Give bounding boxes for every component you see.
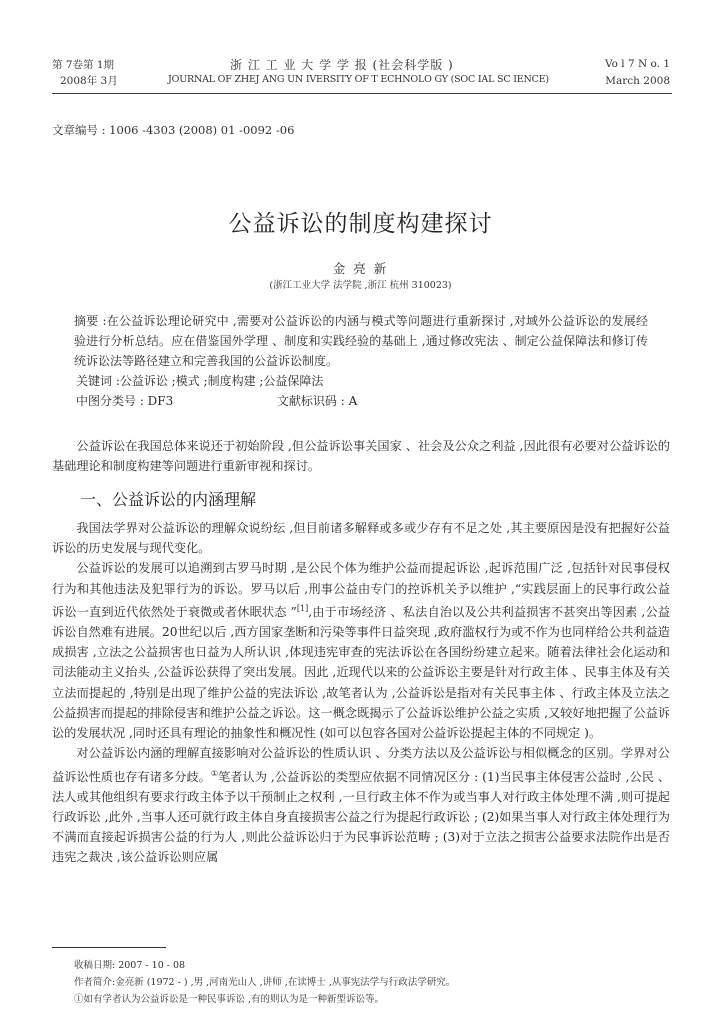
volume-issue: 第 7卷第 1期: [52, 59, 115, 71]
paragraph-text: 笔者认为 ,公益诉讼的类型应依据不同情况区分 : (1)当民事主体侵害公益时 ,公民 、法人或其他组织有要求行政主体予以干预制止之权利 ,一旦行政主体不作为或当事人对行政主体处理不满 ,则可提起行政诉讼 ,此外 ,当事人还可就行政主体自身直接损害公益之行为提起行政诉讼 ; (2)如果当事人对行政主体处理行为不满而直接起诉损害公益的行为人 ,则此公益诉讼归于为民事诉讼范畴 ; (3)对于立法之损害公益要求法院作出是否违宪之裁决 ,该公益诉讼则应属: [52, 769, 671, 865]
issue-date-cn: 2008年 3月: [60, 75, 118, 87]
header-rule: [52, 93, 672, 94]
paragraph-text: ,由于市场经济 、私法自治以及公共利益损害不甚突出等因素 ,公益诉讼自然难有进展。20世纪以后 ,西方国家垄断和污染等事件日益突现 ,政府滥权行为或不作为也同样给公共利益造成损害 ,立法之公益损害也日益为人所认识 ,体现违宪审查的宪法诉讼在各国纷纷建立起来。随着法律社会化运动和司法能动主义抬头 ,公益诉讼获得了突出发展。因此 ,近现代以来的公益诉讼主要是针对行政主体 、民事主体及有关立法而提起的 ,特别是出现了维护公益的宪法诉讼 ,故笔者认为 ,公益诉讼是指对有关民事主体 、行政主体及立法之公益损害而提起的排除侵害和维护公益之诉讼。这一概念既揭示了公益诉讼维护公益之实质 ,又较好地把握了公益诉讼的发展状况 ,同时还具有理论的抽象性和概况性 (如可以包容各国对公益诉讼提起主体的不同规定 )。: [52, 604, 671, 741]
page-title: 公益诉讼的制度构建探讨: [228, 211, 493, 237]
issue-date-en: March 2008: [605, 75, 670, 87]
citation-ref: [1]: [296, 603, 309, 613]
classification-line: [76, 391, 648, 411]
journal-title-cn: 浙 江 工 业 大 学 学 报 (社会科学版 ): [230, 58, 454, 72]
author-bio: 作者简介:金亮新 (1972 - ) ,男 ,河南光山人 ,讲师 ,在读博士 ,从事宪法学与行政法学研究。: [74, 977, 456, 988]
received-date: 收稿日期: 2007 - 10 - 08: [74, 960, 186, 971]
paragraph-text: 对公益诉讼内涵的理解直接影响对公益诉讼的性质认识 、分类方法以及公益诉讼与相似概念的区别。学界对公益诉讼性质也存有诸多分歧。: [52, 746, 670, 784]
journal-title-en: JOURNAL OF ZHEJ ANG UN IVERSITY OF T ECHNOLO GY (SOC IAL SC IENCE): [168, 74, 549, 85]
section-heading: 一、公益诉讼的内涵理解: [80, 490, 257, 509]
footnotes: [74, 957, 455, 1008]
intro-section: [52, 436, 670, 476]
article-number: 文章编号 : 1006 -4303 (2008) 01 -0092 -06: [52, 123, 295, 137]
abstract-text: 摘要 :在公益诉讼理论研究中 ,需要对公益诉讼的内涵与模式等问题进行重新探讨 ,对域外公益诉讼的发展经验进行分析总结。应在借鉴国外学理 、制度和实践经验的基础上 ,通过修改宪法 、制定公益保障法和修订传统诉讼法等路径建立和完善我国的公益诉讼制度。: [74, 314, 648, 368]
classification-number: 中图分类号 : DF3: [76, 394, 174, 408]
paragraph-text: 公益诉讼的发展可以追溯到古罗马时期 ,是公民个体为维护公益而提起诉讼 ,起诉范围广泛 ,包括针对民事侵权行为和其他违法及犯罪行为的诉讼。罗马以后 ,刑事公益由专门的控诉机关予以维护 ,“实践层面上的民事行政公益诉讼一直到近代依然处于衰微或者休眠状态 ”: [52, 561, 670, 619]
abstract: [74, 311, 648, 411]
footnote-1: ①如有学者认为公益诉讼是一种民事诉讼 ,有的则认为是一种新型诉讼等。: [74, 994, 385, 1005]
footnote-ref: ①: [210, 768, 219, 778]
document-code: 文献标识码 : A: [276, 394, 358, 408]
author-affiliation: (浙江工业大学 法学院 ,浙江 杭州 310023): [269, 280, 452, 291]
author-name: 金 亮 新: [332, 261, 389, 276]
intro-paragraph: 公益诉讼在我国总体来说还于初始阶段 ,但公益诉讼事关国家 、社会及公众之利益 ,因此很有必要对公益诉讼的基础理论和制度构建等问题进行重新审视和探讨。: [52, 439, 670, 474]
keywords: 关键词 :公益诉讼 ;模式 ;制度构建 ;公益保障法: [76, 374, 324, 388]
body-section: [52, 518, 670, 868]
body-paragraph: 我国法学界对公益诉讼的理解众说纷纭 ,但目前诸多解释或多或少存有不足之处 ,其主要原因是没有把握好公益诉讼的历史发展与现代变化。: [52, 521, 670, 556]
body-paragraph: [52, 558, 670, 743]
body-paragraph: [52, 743, 670, 867]
footnote-rule: [52, 947, 166, 948]
volume-en: Vo l 7 N o. 1: [604, 58, 670, 70]
